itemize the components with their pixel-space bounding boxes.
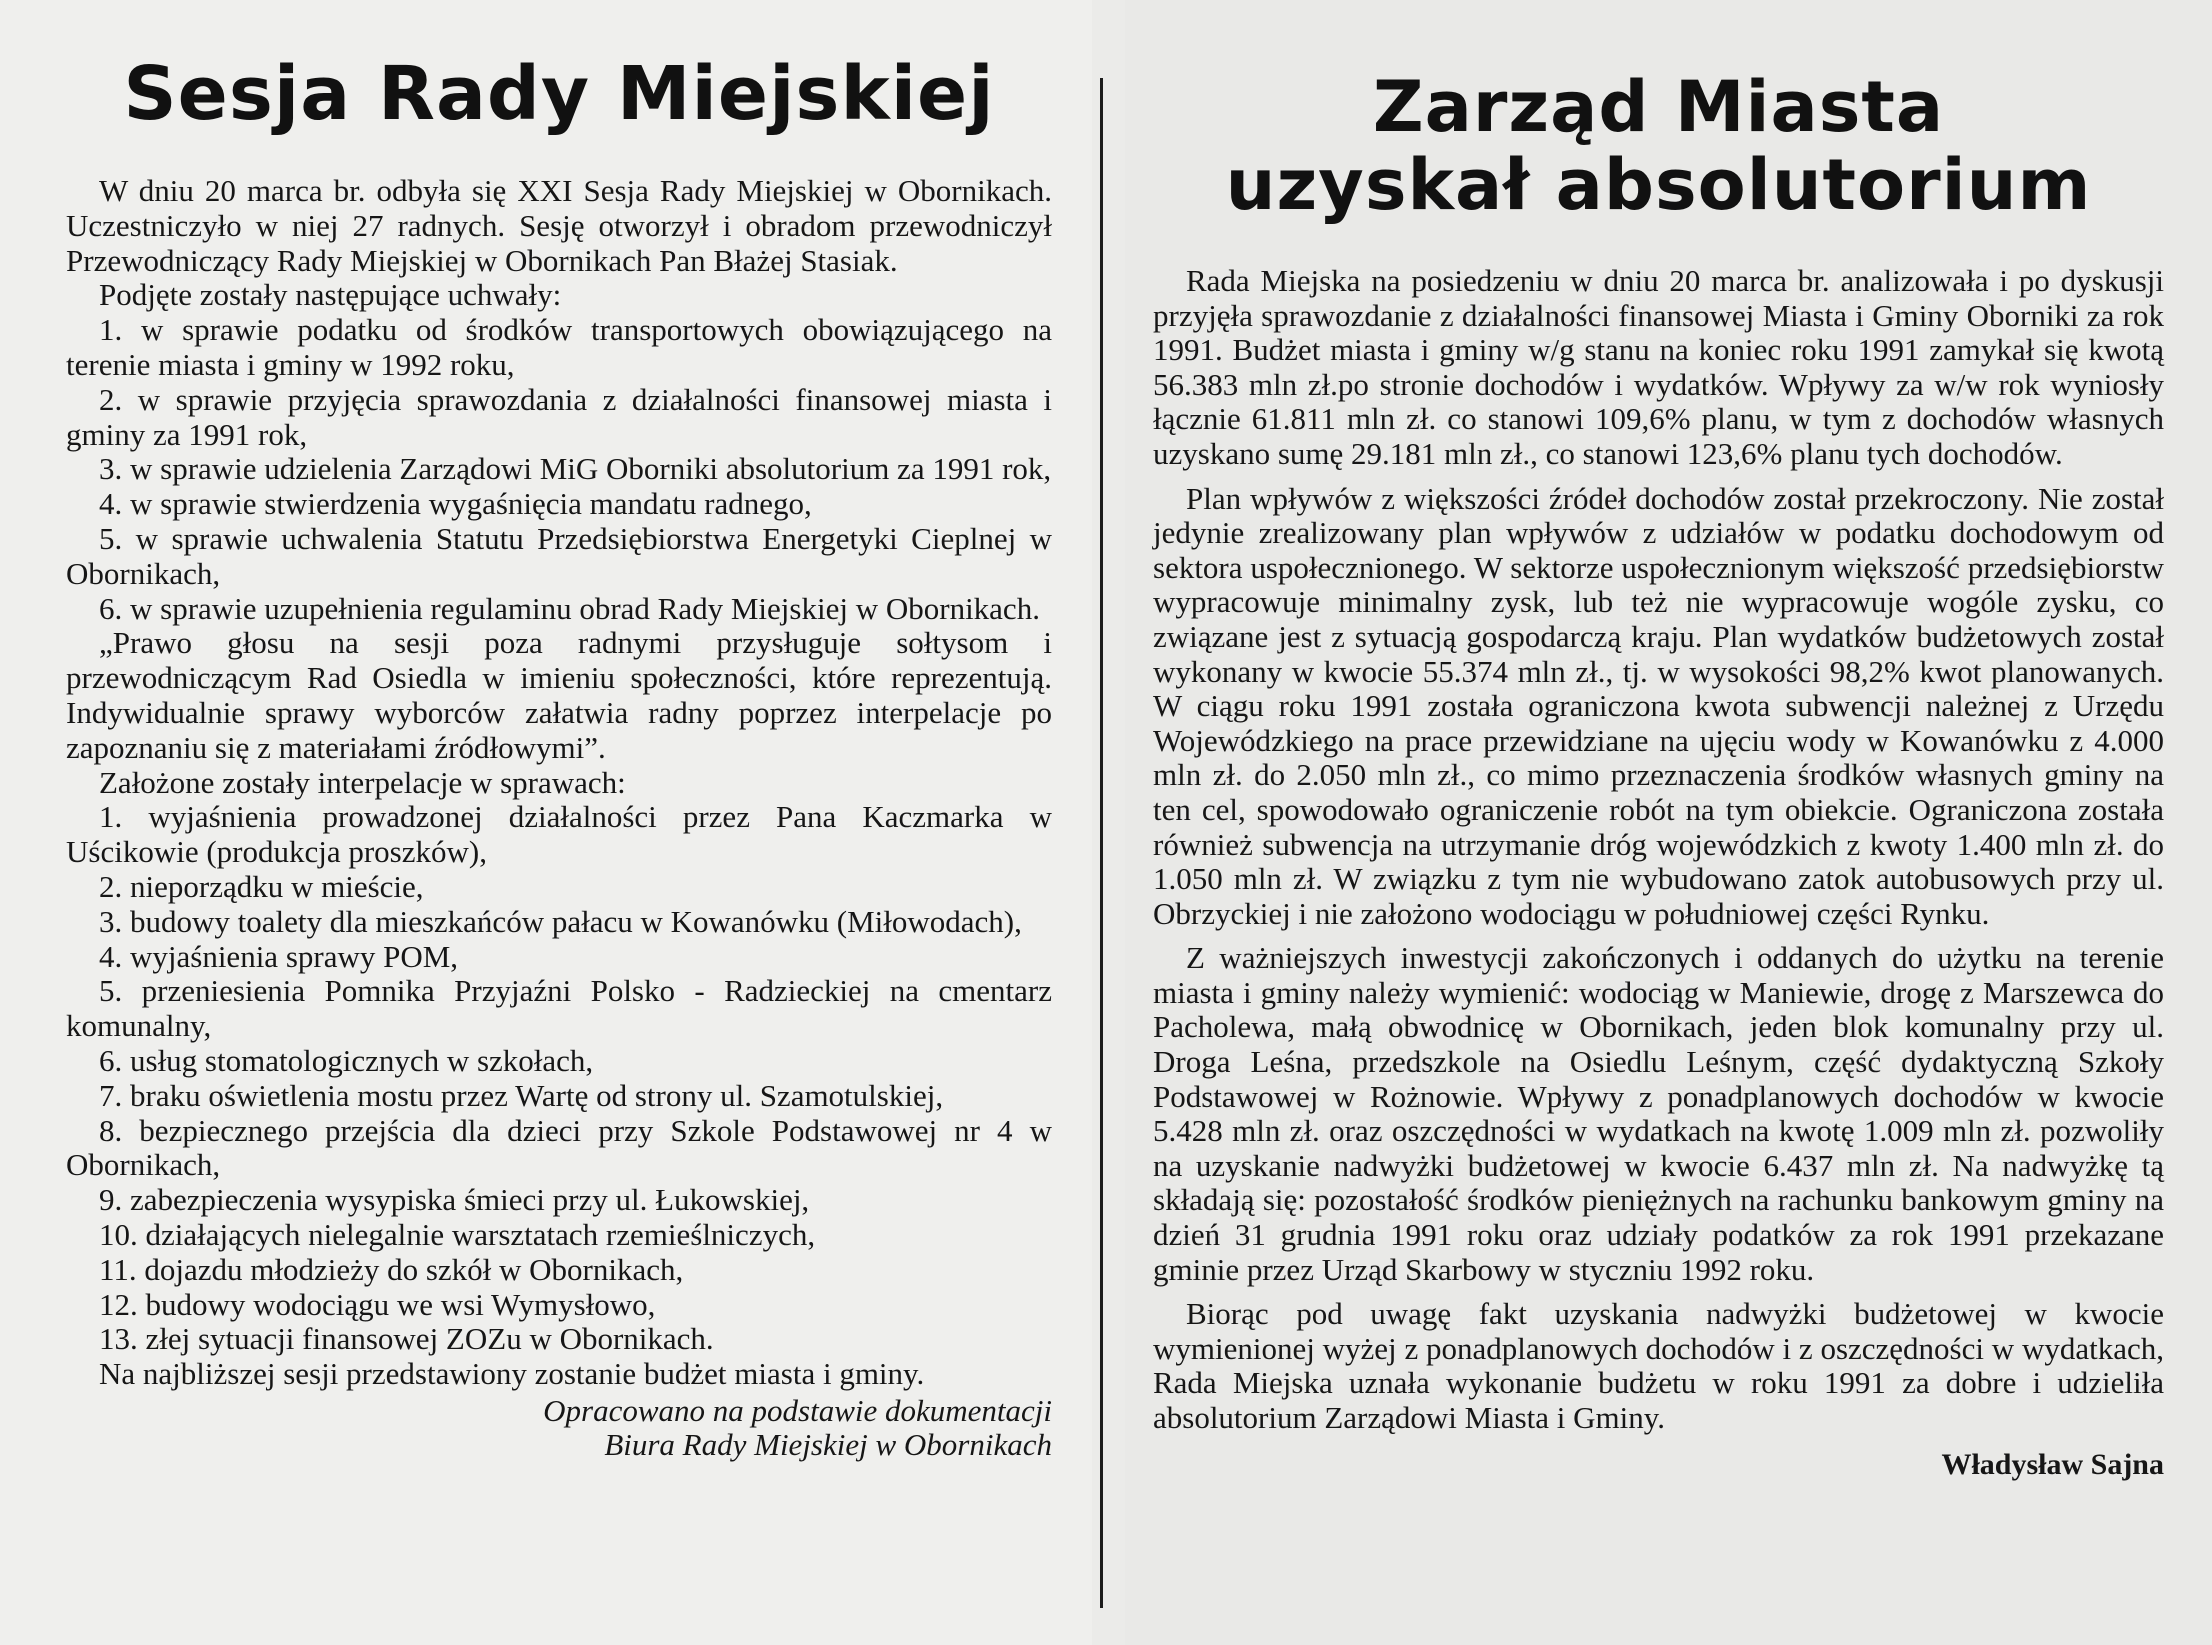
list-item: 10. działających nielegalnie warsztatach rzemieślniczych, xyxy=(99,1216,816,1252)
list-item: 12. budowy wodociągu we wsi Wymysłowo, xyxy=(99,1286,656,1322)
list-item: 3. budowy toalety dla mieszkańców pałacu w Kowanówku (Miłowodach), xyxy=(99,903,1022,939)
column-divider xyxy=(1100,78,1103,1608)
list-item: 5. przeniesienia Pomnika Przyjaźni Polsko - Radzieckiej na cmentarz komunalny, xyxy=(66,973,1052,1044)
list-item: 9. zabezpieczenia wysypiska śmieci przy ul. Łukowskiej, xyxy=(99,1182,810,1218)
list-item: 7. braku oświetlenia mostu przez Wartę od strony ul. Szamotulskiej, xyxy=(99,1077,944,1113)
title-line: uzyskał absolutorium xyxy=(1225,144,2092,226)
list-item: 8. bezpiecznego przejścia dla dzieci przy Szkole Podstawowej nr 4 w Obornikach, xyxy=(66,1112,1052,1183)
title-line: Zarząd Miasta xyxy=(1372,66,1945,148)
left-article xyxy=(0,0,1092,1645)
credit-line: Opracowano na podstawie dokumentacji xyxy=(543,1392,1052,1428)
right-article xyxy=(1125,0,2212,1645)
credit-line: Biura Rady Miejskiej w Obornikach xyxy=(604,1426,1052,1462)
list-item: 4. wyjaśnienia sprawy POM, xyxy=(99,938,459,974)
list-item: 6. w sprawie uzupełnienia regulaminu obrad Rady Miejskiej w Obornikach. xyxy=(99,590,1040,626)
list-item: 5. w sprawie uchwalenia Statutu Przedsiębiorstwa Energetyki Cieplnej w Obornikach, xyxy=(66,520,1052,591)
interpellations-list xyxy=(66,800,1052,1357)
left-article-title: Sesja Rady Miejskiej xyxy=(123,51,995,137)
interpellations-heading: Założone zostały interpelacje w sprawach: xyxy=(99,764,626,800)
source-credit xyxy=(66,1394,1052,1462)
list-item: 3. w sprawie udzielenia Zarządowi MiG Oborniki absolutorium za 1991 rok, xyxy=(99,451,1052,487)
list-item: 2. w sprawie przyjęcia sprawozdania z działalności finansowej miasta i gminy za 1991 rok, xyxy=(66,381,1052,452)
paragraph: Plan wpływów z większości źródeł dochodów został przekroczony. Nie został jedynie zrealizowany plan wpływów z udziałów w podatku dochodowym od sektora uspołecznionego. W sektorze uspołecznionym większość przedsiębiorstw wypracowuje minimalny zysk, lub też nie wypracowuje wogóle zysku, co związane jest z sytuacją gospodarczą kraju. Plan wydatków budżetowych został wykonany w kwocie 55.374 mln zł., tj. w wysokości 98,2% kwot planowanych. W ciągu roku 1991 została ograniczona kwota subwencji należnej z Urzędu Wojewódzkiego na prace przewidziane na ujęciu wody w Kowanówku z 4.000 mln zł. do 2.050 mln zł., co mimo przeznaczenia środków własnych gminy na ten cel, spowodowało ograniczenie robót na tym obiekcie. Ograniczona została również subwencja na utrzymanie dróg wojewódzkich z kwoty 1.400 mln zł. do 1.050 mln zł. W związku z tym nie wybudowano zatok autobusowych przy ul. Obrzyckiej i nie założono wodociągu w południowej części Rynku. xyxy=(1153,480,2164,931)
left-article-body xyxy=(66,174,1052,1392)
list-item: 1. wyjaśnienia prowadzonej działalności przez Pana Kaczmarka w Uścikowie (produkcja proszków), xyxy=(66,799,1052,870)
paragraph: Biorąc pod uwagę fakt uzyskania nadwyżki budżetowej w kwocie wymienionej wyżej z ponadplanowych dochodów i z oszczędności w wydatkach, Rada Miejska uznała wykonanie budżetu w roku 1991 za dobre i udzieliła absolutorium Zarządowi Miasta i Gminy. xyxy=(1153,1296,2164,1435)
paragraph: Z ważniejszych inwestycji zakończonych i oddanych do użytku na terenie miasta i gminy należy wymienić: wodociąg w Maniewie, drogę z Marszewca do Pacholewa, małą obwodnicę w Obornikach, jeden blok komunalny przy ul. Droga Leśna, przedszkole na Osiedlu Leśnym, część dydaktyczną Szkoły Podstawowej w Rożnowie. Wpływy z ponadplanowych dochodów w kwocie 5.428 mln zł. oraz oszczędności w wydatkach na kwotę 1.009 mln zł. pozwoliły na uzyskanie nadwyżki budżetowej w kwocie 6.437 mln zł. Na nadwyżkę tą składają się: pozostałość środków pieniężnych na rachunku bankowym gminy na dzień 31 grudnia 1991 roku oraz udziały podatków za rok 1991 przekazane gminie przez Urząd Skarbowy w styczniu 1992 roku. xyxy=(1153,940,2164,1287)
list-item: 2. nieporządku w mieście, xyxy=(99,868,424,904)
paragraph: Rada Miejska na posiedzeniu w dniu 20 marca br. analizowała i po dyskusji przyjęła sprawozdanie z działalności finansowej Miasta i Gminy Oborniki za rok 1991. Budżet miasta i gminy w/g stanu na koniec roku 1991 zamykał się kwotą 56.383 mln zł.po stronie dochodów i wydatków. Wpływy za w/w rok wyniosły łącznie 61.811 mln zł. co stanowi 109,6% planu, w tym z dochodów własnych uzyskano sumę 29.181 mln zł., co stanowi 123,6% planu tych dochodów. xyxy=(1153,263,2164,471)
right-article-body xyxy=(1153,264,2164,1436)
quote-paragraph: „Prawo głosu na sesji poza radnymi przysługuje sołtysom i przewodniczącym Rad Osiedla w imieniu społeczności, które reprezentują. Indywidualnie sprawy wyborców załatwia radny poprzez interpelacje po zapoznaniu się z materiałami źródłowymi”. xyxy=(66,625,1052,765)
resolutions-list xyxy=(66,313,1052,626)
list-item: 11. dojazdu młodzieży do szkół w Obornikach, xyxy=(99,1251,684,1287)
author-signature: Władysław Sajna xyxy=(1941,1447,2164,1481)
resolutions-heading: Podjęte zostały następujące uchwały: xyxy=(99,277,562,313)
list-item: 1. w sprawie podatku od środków transportowych obowiązującego na terenie miasta i gminy w 1992 roku, xyxy=(66,312,1052,382)
closing-paragraph: Na najbliższej sesji przedstawiony zostanie budżet miasta i gminy. xyxy=(99,1356,925,1392)
list-item: 6. usług stomatologicznych w szkołach, xyxy=(99,1042,594,1078)
list-item: 4. w sprawie stwierdzenia wygaśnięcia mandatu radnego, xyxy=(99,486,812,522)
intro-paragraph: W dniu 20 marca br. odbyła się XXI Sesja Rady Miejskiej w Obornikach. Uczestniczyło w niej 27 radnych. Sesję otworzył i obradom przewodniczył Przewodniczący Rady Miejskiej w Obornikach Pan Błażej Stasiak. xyxy=(66,173,1052,278)
list-item: 13. złej sytuacji finansowej ZOZu w Obornikach. xyxy=(99,1321,714,1357)
right-article-title xyxy=(1153,68,2164,224)
